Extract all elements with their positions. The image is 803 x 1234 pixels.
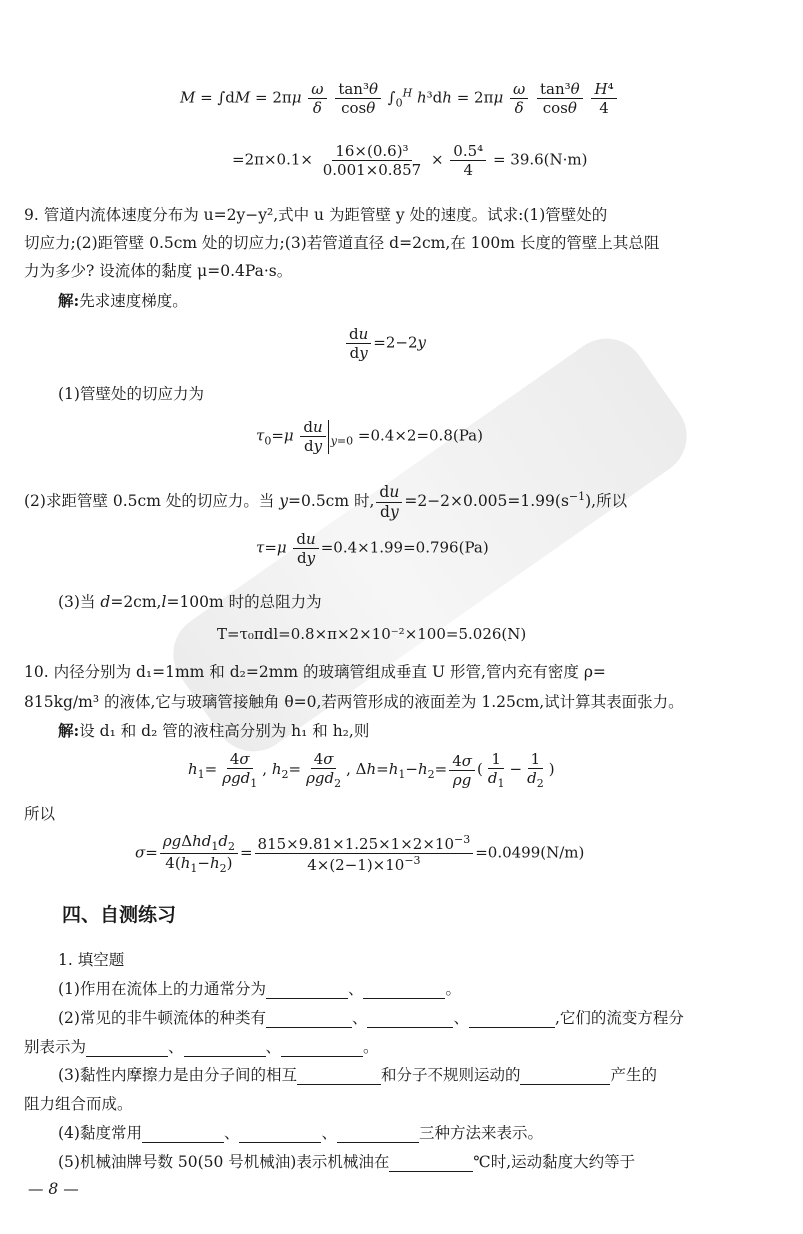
question-3-text-b: 和分子不规则运动的 <box>380 1066 521 1084</box>
punct: 、 <box>351 1009 368 1027</box>
solution-9-text: 先求速度梯度。 <box>79 292 188 310</box>
solution-10-text: 设 d₁ 和 d₂ 管的液柱高分别为 h₁ 和 h₂,则 <box>79 722 370 740</box>
punct: 、 <box>321 1124 337 1142</box>
punct: 。 <box>363 1038 379 1056</box>
blank[interactable] <box>469 1013 555 1028</box>
step-3: (3)当 d=2cm,l=100m 时的总阻力为 <box>58 593 322 611</box>
question-5 <box>58 1150 635 1172</box>
solution-9-intro <box>58 289 188 311</box>
equation-surface-tension: σ= $\frac{\rho g\Delta hd_1d_2}{4(h_1-h_2)}$ = $\frac{815\times 9.81\times 1.25\times 1\times 2\times 10^{-3}}{4\times(2-1)\times 10^{-3}}$ =0.0499(N/m) <box>135 832 585 876</box>
blank[interactable] <box>520 1070 610 1085</box>
question-4-text-b: 三种方法来表示。 <box>419 1124 544 1142</box>
problem-9-line-2: 切应力;(2)距管壁 0.5cm 处的切应力;(3)若管道直径 d=2cm,在 100m 长度的管壁上其总阻 <box>24 234 660 252</box>
solution-label: 解: <box>58 721 80 740</box>
blank[interactable] <box>86 1042 168 1057</box>
section-title: 四、自测练习 <box>62 904 177 926</box>
problem-9-line-3: 力为多少? 设流体的黏度 μ=0.4Pa·s。 <box>24 262 293 280</box>
equation-tau0: $\tau_0=\mu$ $\frac{du}{dy}$ $_{y=0}$ =0.4×2=0.8(Pa) <box>256 418 483 455</box>
equation-total-resistance: T=τ₀πdl=0.8×π×2×10⁻²×100=5.026(N) <box>217 625 527 643</box>
problem-10-line-2: 815kg/m³ 的液体,它与玻璃管接触角 θ=0,若两管形成的液面差为 1.25cm,试计算其表面张力。 <box>24 693 684 711</box>
question-5-text-b: ℃时,运动黏度大约等于 <box>473 1153 636 1171</box>
problem-9-line-1: 9. 管道内流体速度分布为 u=2y−y²,式中 u 为距管壁 y 处的速度。试求:(1)管壁处的 <box>24 206 608 224</box>
punct: 、 <box>347 980 364 998</box>
equation-velocity-gradient: $\frac{du}{dy}$ =2−2y <box>344 325 426 362</box>
blank[interactable] <box>367 1013 453 1028</box>
page-number: — 8 — <box>28 1180 79 1198</box>
blank[interactable] <box>389 1157 473 1172</box>
question-2-text-c: 别表示为 <box>24 1038 87 1056</box>
question-3-text-c: 产生的 <box>610 1066 657 1084</box>
question-2 <box>58 1006 684 1028</box>
punct: 、 <box>223 1124 240 1142</box>
step-1: (1)管壁处的切应力为 <box>58 385 204 403</box>
solution-10-intro <box>58 719 369 741</box>
fill-in-title: 1. 填空题 <box>58 951 125 969</box>
solution-label: 解: <box>58 291 80 310</box>
blank[interactable] <box>337 1128 419 1143</box>
blank[interactable] <box>239 1128 321 1143</box>
equation-tau: τ=μ $\frac{du}{dy}$ =0.4×1.99=0.796(Pa) <box>256 530 489 567</box>
punct: 、 <box>265 1038 282 1056</box>
question-5-text: (5)机械油牌号数 50(50 号机械油)表示机械油在 <box>58 1153 390 1171</box>
blank[interactable] <box>281 1042 363 1057</box>
question-2-text-b: ,它们的流变方程分 <box>555 1009 684 1027</box>
step-2: (2)求距管壁 0.5cm 处的切应力。当 y=0.5cm 时, $\frac{du}{dy}$ $=2-2\times 0.005=1.99(s^{-1})$,所以 <box>24 483 628 521</box>
question-1 <box>58 977 461 999</box>
question-3 <box>58 1063 657 1085</box>
blank[interactable] <box>184 1042 266 1057</box>
question-3-cont: 阻力组合而成。 <box>24 1095 133 1113</box>
equation-moment: M = ∫dM = 2πμ $\frac{\omega}{\delta}$ $\frac{\text{tan³θ}}{\cos\theta}$ $\int_0^H$ h³dh = 2πμ $\frac{\omega}{\delta}$ $\frac{\text{tan³θ}}{\cos\theta}$ $\frac{\text{H⁴}}{4}$ <box>180 80 619 117</box>
punct: 、 <box>453 1009 469 1027</box>
question-2-cont <box>24 1035 379 1057</box>
equation-heights: $h_1=$ $\frac{4\sigma}{\rho gd_1}$ , $h_2=$ $\frac{4\sigma}{\rho gd_2}$ , $\Delta h=h_1-h_2=$ $\frac{4\sigma}{\rho g}$ ( $\frac{1}{d_1}$ − $\frac{1}{d_2}$ ) <box>188 750 555 790</box>
blank[interactable] <box>297 1070 381 1085</box>
question-2-text: (2)常见的非牛顿流体的种类有 <box>58 1009 266 1027</box>
question-1-text: (1)作用在流体上的力通常分为 <box>58 980 266 998</box>
question-4 <box>58 1121 543 1143</box>
blank[interactable] <box>266 1013 352 1028</box>
equation-moment-result: =2π×0.1× $\frac{\text{16×(0.6)³}}{0.001\times 0.857}$ × $\frac{\text{0.5⁴}}{4}$ = 39.6(N·m) <box>232 142 588 179</box>
question-4-text: (4)黏度常用 <box>58 1124 142 1142</box>
punct: 。 <box>445 980 461 998</box>
question-3-text: (3)黏性内摩擦力是由分子间的相互 <box>58 1066 297 1084</box>
problem-10-line-1: 10. 内径分别为 d₁=1mm 和 d₂=2mm 的玻璃管组成垂直 U 形管,管内充有密度 ρ= <box>24 663 606 681</box>
punct: 、 <box>168 1038 184 1056</box>
blank[interactable] <box>266 984 348 999</box>
blank[interactable] <box>142 1128 224 1143</box>
so-text: 所以 <box>24 805 56 823</box>
blank[interactable] <box>363 984 445 999</box>
